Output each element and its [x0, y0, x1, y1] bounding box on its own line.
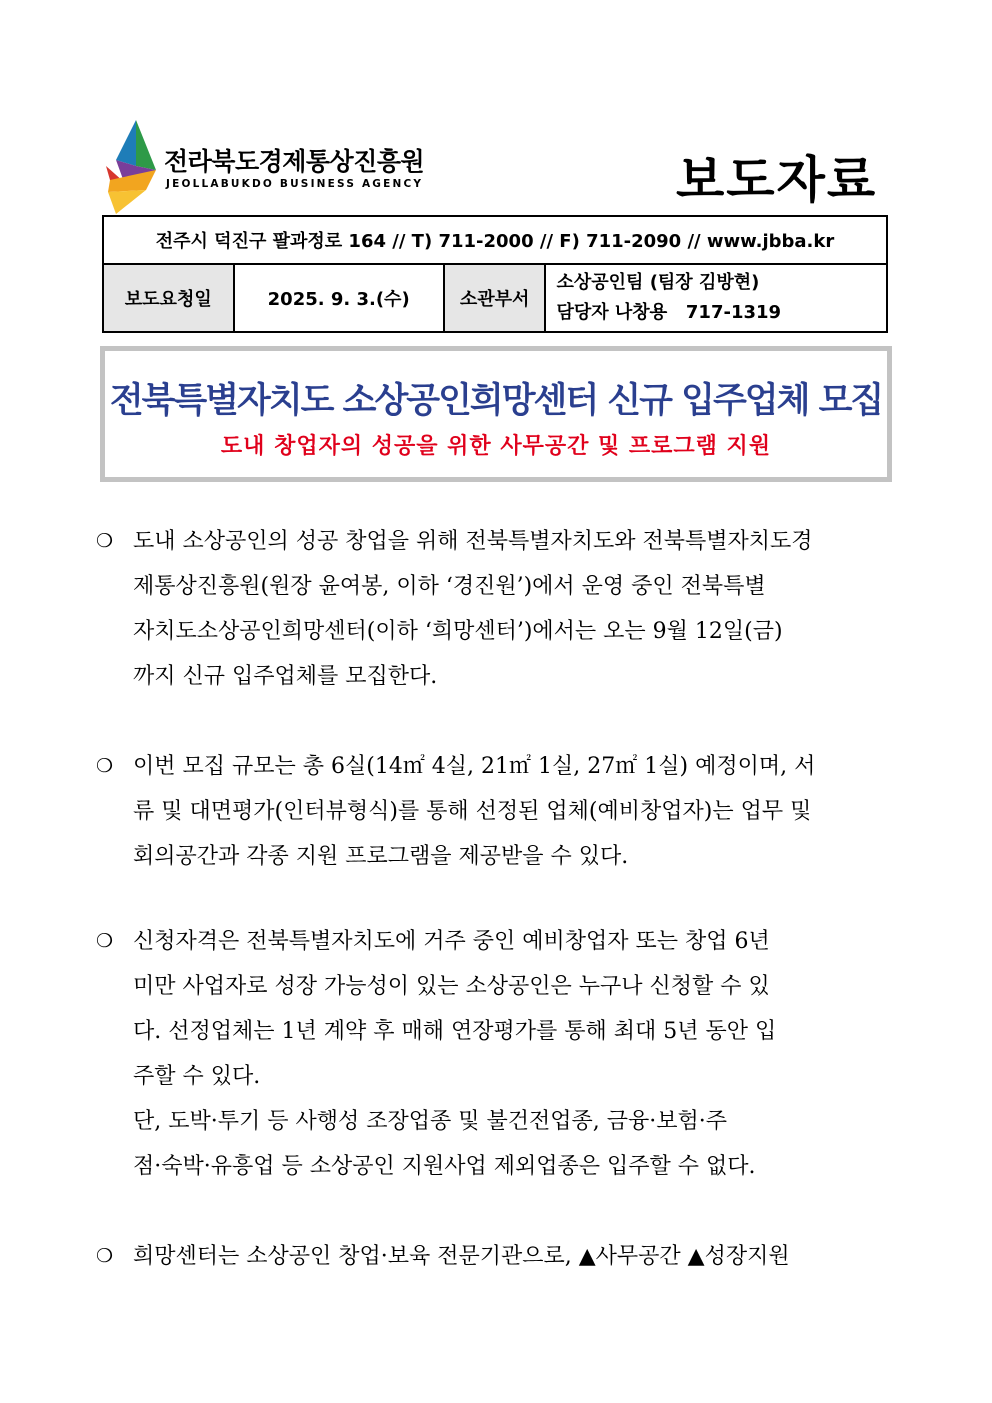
paragraph-bullet: ❍: [96, 755, 114, 777]
agency-logo: [106, 120, 426, 216]
request-date: 2025. 9. 3.(수): [234, 264, 444, 332]
paragraph-line: 이번 모집 규모는 총 6실(14㎡ 4실, 21㎡ 1실, 27㎡ 1실) 예정이며, 서: [133, 754, 816, 779]
contact-person: 담당자 나창: [556, 302, 650, 323]
paragraph-bullet: ❍: [96, 1245, 114, 1267]
paragraph-line: 단, 도박·투기 등 사행성 조장업종 및 불건전업종, 금융·보험·주: [133, 1109, 727, 1134]
press-release-title: 보도자료: [676, 151, 878, 209]
department-contact: [556, 298, 876, 328]
paragraph-bullet: ❍: [96, 530, 114, 552]
paragraph-line: 미만 사업자로 성장 가능성이 있는 소상공인은 누구나 신청할 수 있: [133, 974, 770, 999]
request-date-label: 보도요청일: [103, 264, 234, 332]
paragraph-line: 회의공간과 각종 지원 프로그램을 제공받을 수 있다.: [133, 844, 629, 869]
paragraph-line: 자치도소상공인희망센터(이하 ‘희망센터’)에서는 오는 9월 12일(금): [133, 619, 783, 644]
agency-name-english: JEOLLABUKDO BUSINESS AGENCY: [166, 178, 424, 190]
headline-title: 전북특별자치도 소상공인희망센터 신규 입주업체 모집: [109, 381, 883, 421]
paragraph-line: 도내 소상공인의 성공 창업을 위해 전북특별자치도와 전북특별자치도경: [133, 529, 813, 554]
paragraph-line: 신청자격은 전북특별자치도에 거주 중인 예비창업자 또는 창업 6년: [133, 929, 770, 954]
department-label: 소관부서: [444, 264, 546, 332]
contact-line: 전주시 덕진구 팔과정로 164 // T) 711-2000 // F) 711-2090 // www.jbba.kr: [103, 216, 887, 264]
paragraph-line: 점·숙박·유흥업 등 소상공인 지원사업 제외업종은 입주할 수 없다.: [133, 1154, 756, 1179]
contact-phone: 717-1319: [685, 302, 782, 323]
paragraph-bullet: ❍: [96, 930, 114, 952]
paragraph-line: 까지 신규 입주업체를 모집한다.: [133, 664, 438, 689]
agency-logo-icon: [106, 120, 156, 216]
headline-subtitle: 도내 창업자의 성공을 위한 사무공간 및 프로그램 지원: [220, 434, 772, 459]
info-table: [102, 215, 888, 333]
paragraph-line: 제통상진흥원(원장 윤여봉, 이하 ‘경진원’)에서 운영 중인 전북특별: [133, 574, 766, 599]
paragraph-line: 다. 선정업체는 1년 계약 후 매해 연장평가를 통해 최대 5년 동안 입: [133, 1019, 777, 1044]
paragraph-line: 류 및 대면평가(인터뷰형식)를 통해 선정된 업체(예비창업자)는 업무 및: [133, 799, 812, 824]
headline-box: [100, 346, 892, 482]
agency-name-korean: 전라북도경제통상진흥원: [164, 147, 425, 176]
paragraph-line: 희망센터는 소상공인 창업·보육 전문기관으로, ▲사무공간 ▲성장지원: [133, 1244, 790, 1269]
department-team: 소상공인팀 (팀장 김방현): [556, 272, 760, 293]
contact-person-strike: 용: [649, 302, 668, 323]
department-info: [545, 264, 887, 332]
paragraph-line: 주할 수 있다.: [133, 1064, 261, 1089]
